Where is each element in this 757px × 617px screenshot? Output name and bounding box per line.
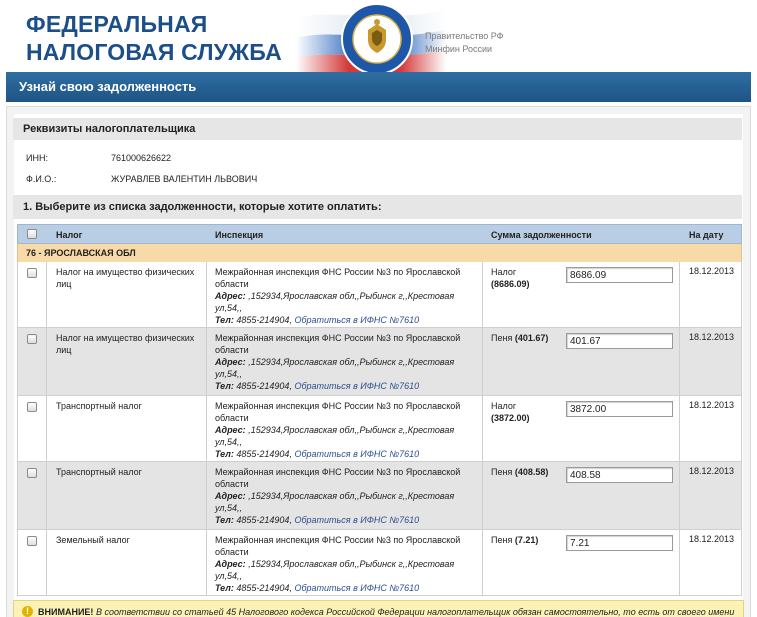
debt-date: 18.12.2013 [689, 400, 735, 410]
table-row [17, 462, 742, 530]
amount-type: Пеня [491, 535, 513, 545]
warning-icon: ! [22, 606, 33, 617]
address-label: Адрес: [215, 559, 246, 569]
inspection-info [215, 266, 483, 326]
table-row [17, 396, 742, 462]
phone-label: Тел: [215, 449, 234, 459]
region-label: 76 - ЯРОСЛАВСКАЯ ОБЛ [26, 248, 136, 258]
inspection-info [215, 332, 483, 392]
contact-ifns-link[interactable]: Обратиться в ИФНС №7610 [294, 583, 420, 593]
amount-value: (3872.00) [491, 413, 530, 423]
row-select-checkbox[interactable] [27, 468, 37, 478]
step1-title: 1. Выберите из списка задолженности, которые хотите оплатить: [13, 195, 742, 219]
gov-link-minfin[interactable]: Минфин России [425, 44, 493, 54]
amount-type: Налог [491, 267, 517, 277]
table-header [17, 224, 742, 244]
phone-value: 4855-214904, [236, 583, 292, 593]
address-value: ,152934,Ярославская обл,,Рыбинск г,,Крестовая ул,54,, [215, 291, 455, 313]
tax-name: Земельный налог [56, 535, 130, 545]
fio-label: Ф.И.О.: [26, 174, 57, 184]
row-select-checkbox[interactable] [27, 536, 37, 546]
taxpayer-section-title: Реквизиты налогоплательщика [13, 118, 742, 140]
phone-label: Тел: [215, 315, 234, 325]
tax-name: Налог на имущество физических лиц [56, 267, 195, 289]
col-header-tax: Налог [56, 230, 83, 240]
inspection-info [215, 466, 483, 526]
inn-value: 761000626622 [111, 153, 172, 163]
page-title-bar [6, 72, 751, 102]
logo-line1: ФЕДЕРАЛЬНАЯ [26, 11, 208, 37]
inspection-name: Межрайонная инспекция ФНС России №3 по Ярославской области [215, 401, 461, 423]
address-label: Адрес: [215, 357, 246, 367]
debt-date: 18.12.2013 [689, 332, 735, 342]
address-value: ,152934,Ярославская обл,,Рыбинск г,,Крестовая ул,54,, [215, 357, 455, 379]
warning-banner [13, 600, 744, 617]
site-header [0, 0, 757, 72]
tax-name: Транспортный налог [56, 401, 142, 411]
phone-value: 4855-214904, [236, 315, 292, 325]
row-select-checkbox[interactable] [27, 268, 37, 278]
logo-line2: НАЛОГОВАЯ СЛУЖБА [26, 39, 282, 65]
amount-label [491, 466, 567, 478]
address-value: ,152934,Ярославская обл,,Рыбинск г,,Крестовая ул,54,, [215, 491, 455, 513]
contact-ifns-link[interactable]: Обратиться в ИФНС №7610 [294, 315, 420, 325]
tax-name: Налог на имущество физических лиц [56, 333, 195, 355]
amount-value: (8686.09) [491, 279, 530, 289]
table-row [17, 328, 742, 396]
amount-label [491, 266, 567, 290]
inspection-info [215, 534, 483, 594]
fio-value: ЖУРАВЛЕВ ВАЛЕНТИН ЛЬВОВИЧ [111, 174, 258, 184]
amount-type: Пеня [491, 333, 513, 343]
debt-date: 18.12.2013 [689, 534, 735, 544]
col-header-date: На дату [689, 230, 724, 240]
amount-input[interactable] [566, 267, 673, 283]
inspection-name: Межрайонная инспекция ФНС России №3 по Ярославской области [215, 467, 461, 489]
inspection-name: Межрайонная инспекция ФНС России №3 по Ярославской области [215, 333, 461, 355]
phone-label: Тел: [215, 583, 234, 593]
warning-body: В соответствии со статьей 45 Налогового кодекса Российской Федерации налогоплательщик обязан самостоятельно, то есть от своего имени [95, 607, 735, 617]
fns-emblem-icon [340, 2, 414, 72]
amount-type: Пеня [491, 467, 513, 477]
warning-text [38, 607, 734, 617]
amount-type: Налог [491, 401, 517, 411]
amount-value: (401.67) [514, 333, 549, 343]
gov-links [425, 30, 504, 56]
phone-value: 4855-214904, [236, 449, 292, 459]
site-logo-text[interactable] [26, 10, 282, 66]
select-all-checkbox[interactable] [27, 229, 37, 239]
col-header-inspection: Инспекция [215, 230, 264, 240]
phone-value: 4855-214904, [236, 381, 292, 391]
row-select-checkbox[interactable] [27, 402, 37, 412]
amount-input[interactable] [566, 535, 673, 551]
amount-label [491, 332, 567, 344]
inspection-info [215, 400, 483, 460]
inspection-name: Межрайонная инспекция ФНС России №3 по Ярославской области [215, 267, 461, 289]
debt-date: 18.12.2013 [689, 266, 735, 276]
amount-value: (7.21) [514, 535, 539, 545]
amount-label [491, 400, 567, 424]
amount-input[interactable] [566, 401, 673, 417]
table-row [17, 530, 742, 596]
amount-value: (408.58) [514, 467, 549, 477]
phone-label: Тел: [215, 381, 234, 391]
contact-ifns-link[interactable]: Обратиться в ИФНС №7610 [294, 381, 420, 391]
row-select-checkbox[interactable] [27, 334, 37, 344]
address-label: Адрес: [215, 491, 246, 501]
debt-date: 18.12.2013 [689, 466, 735, 476]
amount-input[interactable] [566, 333, 673, 349]
contact-ifns-link[interactable]: Обратиться в ИФНС №7610 [294, 449, 420, 459]
table-row [17, 262, 742, 328]
address-label: Адрес: [215, 291, 246, 301]
address-value: ,152934,Ярославская обл,,Рыбинск г,,Крестовая ул,54,, [215, 559, 455, 581]
page-title: Узнай свою задолженность [19, 79, 197, 94]
col-header-amount: Сумма задолженности [491, 230, 592, 240]
warning-title: ВНИМАНИЕ! [38, 607, 94, 617]
phone-value: 4855-214904, [236, 515, 292, 525]
tax-name: Транспортный налог [56, 467, 142, 477]
gov-link-government[interactable]: Правительство РФ [425, 31, 504, 41]
address-value: ,152934,Ярославская обл,,Рыбинск г,,Крестовая ул,54,, [215, 425, 455, 447]
region-group-row [17, 244, 742, 262]
phone-label: Тел: [215, 515, 234, 525]
amount-input[interactable] [566, 467, 673, 483]
contact-ifns-link[interactable]: Обратиться в ИФНС №7610 [294, 515, 420, 525]
inspection-name: Межрайонная инспекция ФНС России №3 по Ярославской области [215, 535, 461, 557]
inn-label: ИНН: [26, 153, 48, 163]
address-label: Адрес: [215, 425, 246, 435]
amount-label [491, 534, 567, 546]
